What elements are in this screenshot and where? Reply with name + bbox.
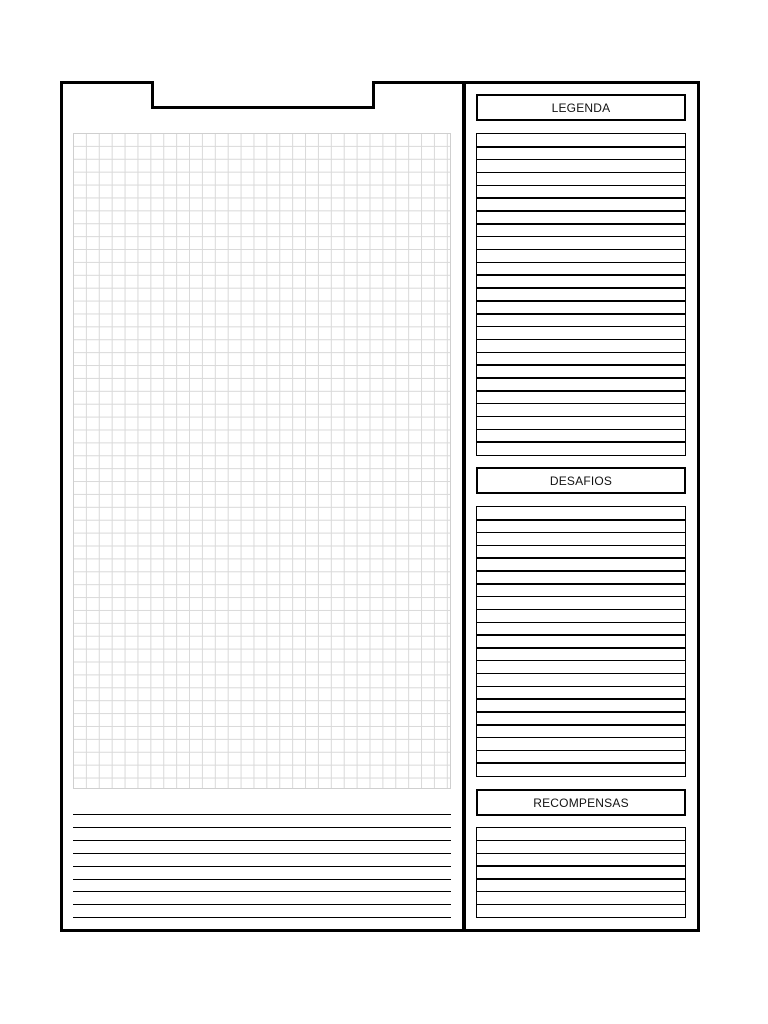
- ruled-line: [477, 441, 685, 443]
- rewards-header-label: RECOMPENSAS: [533, 795, 629, 810]
- note-line: [73, 879, 451, 880]
- notes-lines[interactable]: [73, 802, 451, 920]
- ruled-line: [477, 377, 685, 379]
- ruled-line: [477, 698, 685, 700]
- ruled-line: [477, 159, 685, 161]
- title-field[interactable]: [151, 81, 375, 109]
- ruled-line: [477, 326, 685, 328]
- challenges-lines[interactable]: [476, 506, 686, 777]
- ruled-line: [477, 262, 685, 264]
- ruled-line: [477, 583, 685, 585]
- ruled-line: [477, 274, 685, 276]
- note-line: [73, 814, 451, 815]
- legend-header-label: LEGENDA: [551, 100, 611, 115]
- ruled-line: [477, 609, 685, 611]
- note-line: [73, 891, 451, 892]
- rewards-lines[interactable]: [476, 827, 686, 918]
- note-line: [73, 904, 451, 905]
- ruled-line: [477, 557, 685, 559]
- ruled-line: [477, 545, 685, 547]
- ruled-line: [477, 210, 685, 212]
- ruled-line: [477, 750, 685, 752]
- ruled-line: [477, 352, 685, 354]
- ruled-line: [477, 570, 685, 572]
- ruled-line: [477, 287, 685, 289]
- challenges-header-label: DESAFIOS: [549, 473, 613, 488]
- ruled-line: [477, 647, 685, 649]
- ruled-line: [477, 172, 685, 174]
- note-line: [73, 853, 451, 854]
- ruled-line: [477, 390, 685, 392]
- ruled-line: [477, 429, 685, 431]
- ruled-line: [477, 223, 685, 225]
- ruled-line: [477, 673, 685, 675]
- ruled-line: [477, 853, 685, 855]
- ruled-line: [477, 596, 685, 598]
- ruled-line: [477, 519, 685, 521]
- ruled-line: [477, 197, 685, 199]
- ruled-line: [477, 185, 685, 187]
- ruled-line: [477, 904, 685, 906]
- ruled-line: [477, 686, 685, 688]
- ruled-line: [477, 236, 685, 238]
- ruled-line: [477, 634, 685, 636]
- ruled-line: [477, 300, 685, 302]
- ruled-line: [477, 313, 685, 315]
- note-line: [73, 917, 451, 918]
- challenges-header: [476, 467, 686, 494]
- ruled-line: [477, 364, 685, 366]
- ruled-line: [477, 891, 685, 893]
- note-line: [73, 827, 451, 828]
- ruled-line: [477, 249, 685, 251]
- ruled-line: [477, 660, 685, 662]
- ruled-line: [477, 622, 685, 624]
- note-line: [73, 866, 451, 867]
- note-line: [73, 840, 451, 841]
- note-line: [73, 930, 451, 931]
- column-divider: [462, 81, 466, 932]
- legend-header: [476, 94, 686, 121]
- graph-paper-grid[interactable]: [73, 133, 451, 789]
- rewards-header: [476, 789, 686, 816]
- ruled-line: [477, 403, 685, 405]
- ruled-line: [477, 339, 685, 341]
- ruled-line: [477, 878, 685, 880]
- ruled-line: [477, 532, 685, 534]
- ruled-line: [477, 865, 685, 867]
- ruled-line: [477, 762, 685, 764]
- ruled-line: [477, 840, 685, 842]
- ruled-line: [477, 737, 685, 739]
- ruled-line: [477, 146, 685, 148]
- ruled-line: [477, 724, 685, 726]
- legend-lines[interactable]: [476, 133, 686, 456]
- ruled-line: [477, 711, 685, 713]
- ruled-line: [477, 416, 685, 418]
